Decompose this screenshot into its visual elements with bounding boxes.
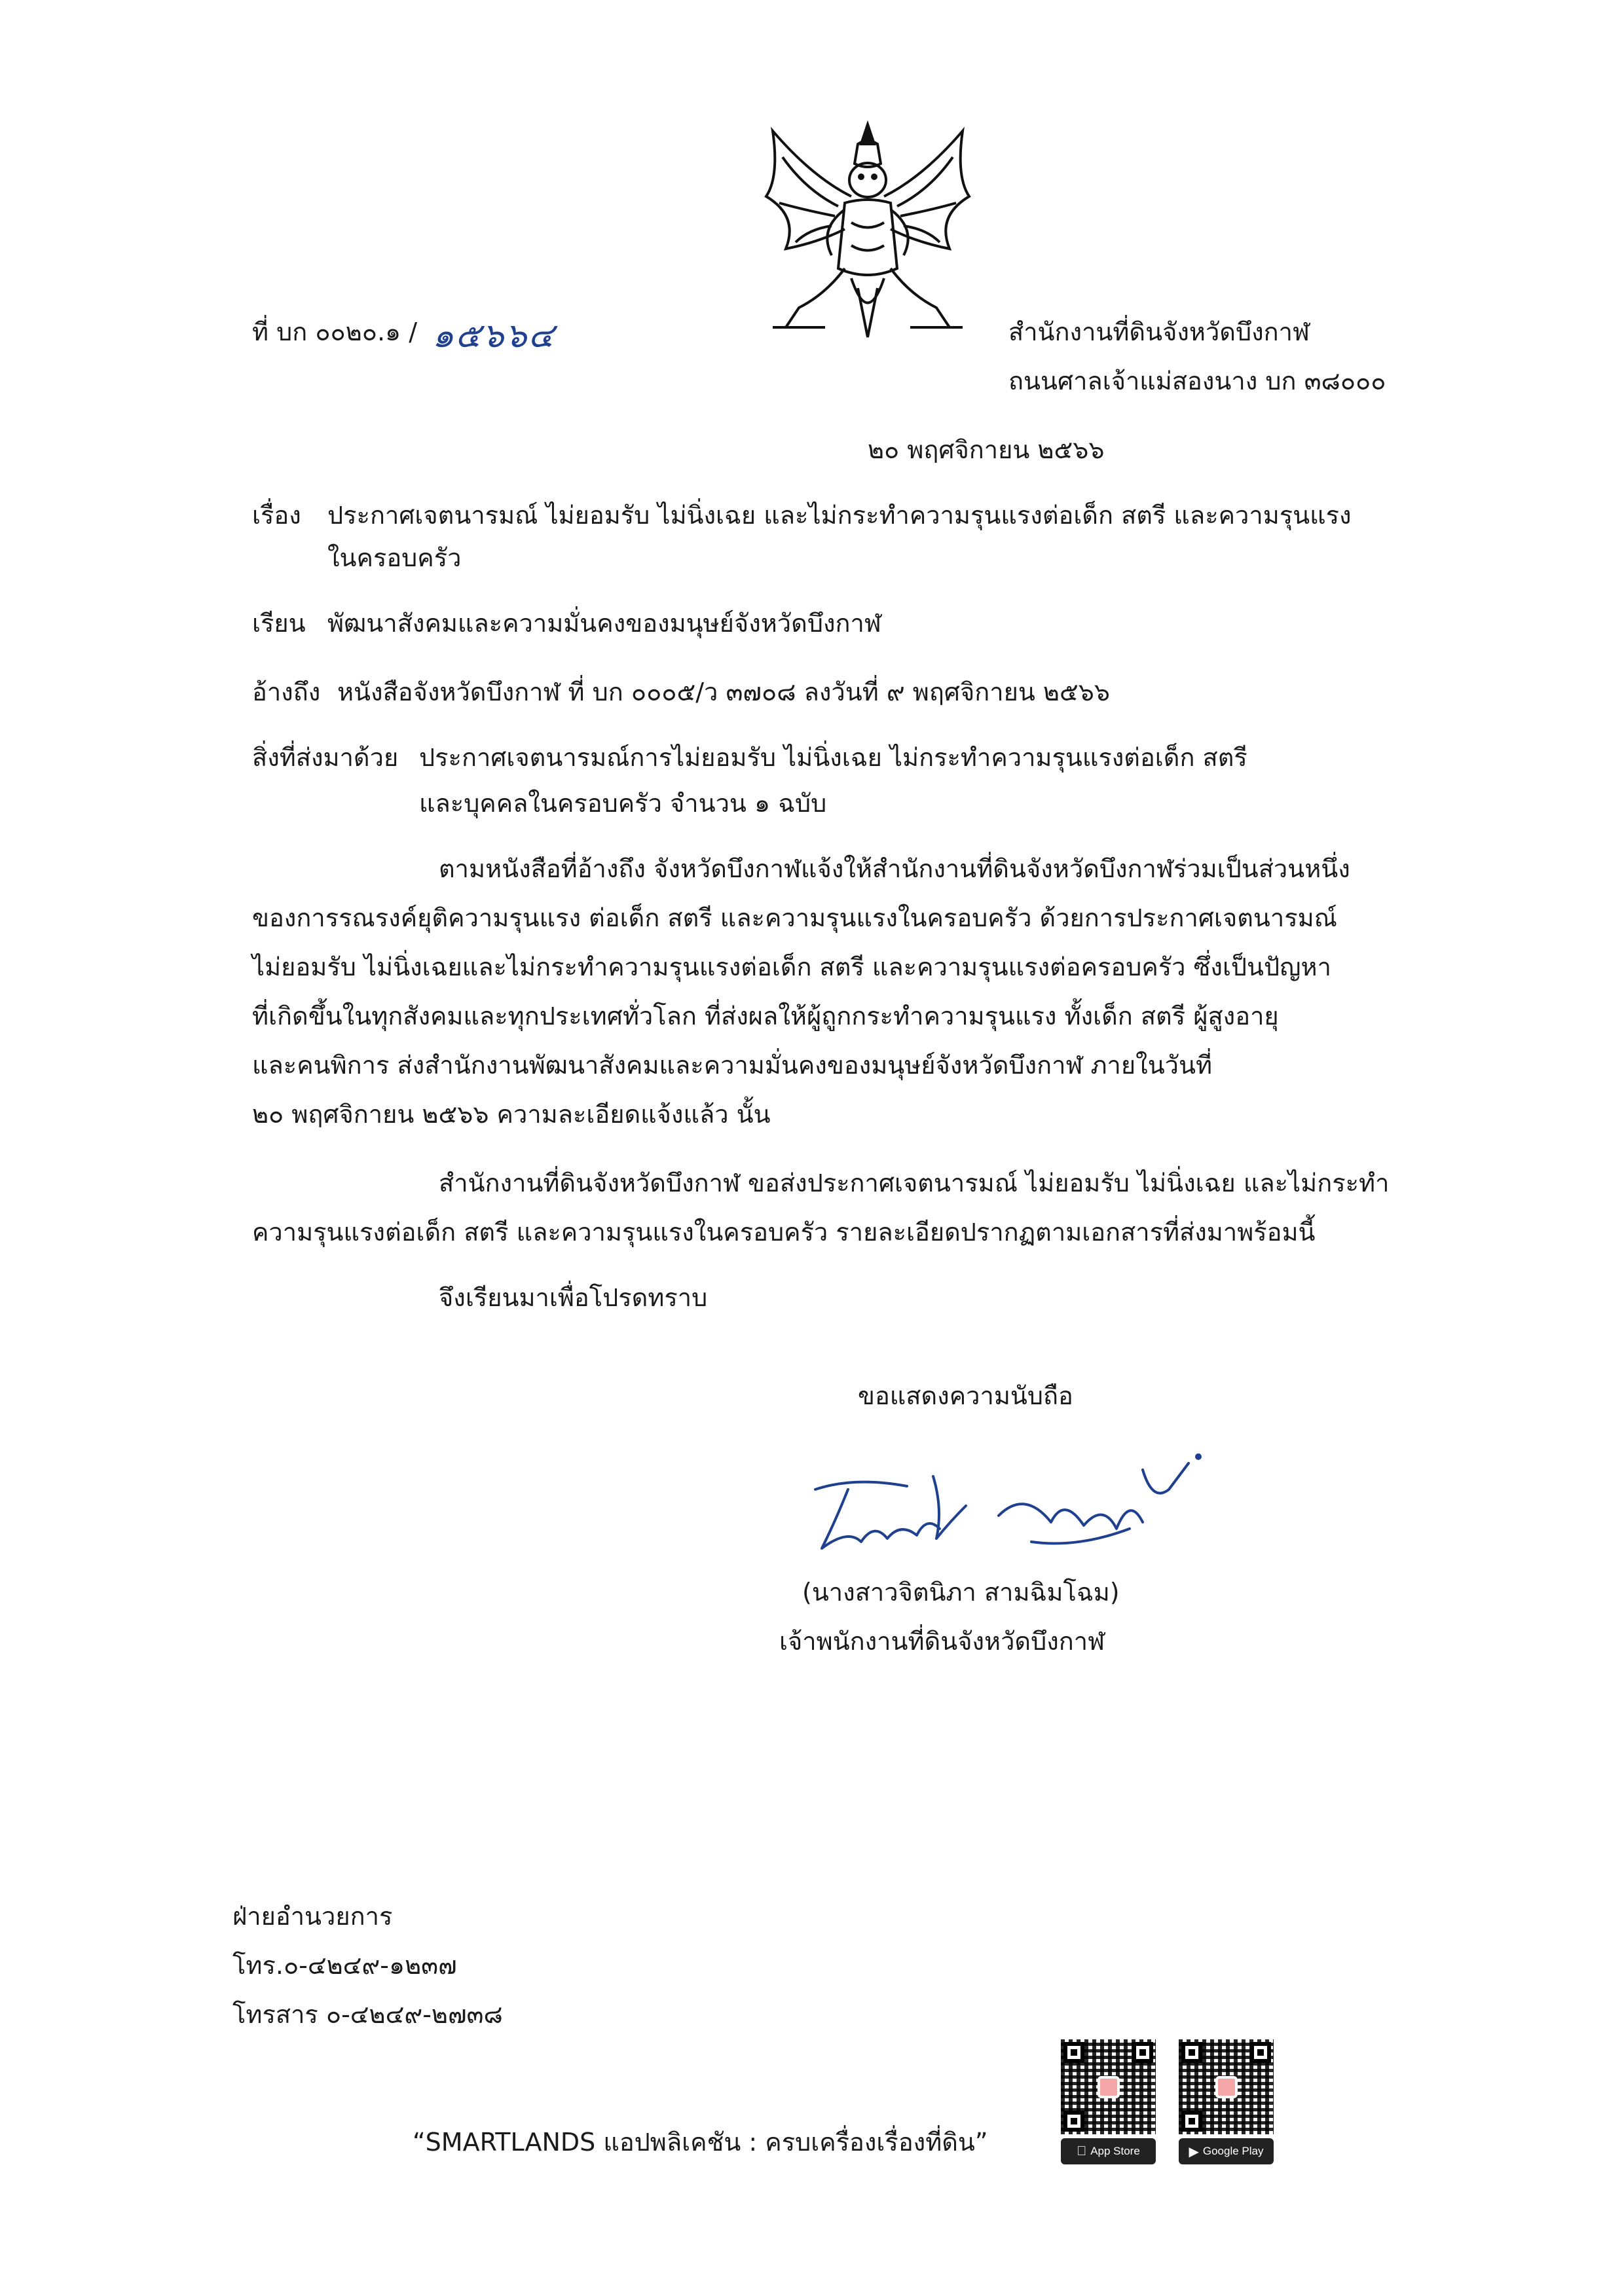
document-date: ๒๐ พฤศจิกายน ๒๕๖๖ — [868, 435, 1105, 464]
paragraph-1-line-4: ที่เกิดขึ้นในทุกสังคมและทุกประเทศทั่วโลก ที่ส่งผลให้ผู้ถูกกระทำความรุนแรง ทั้งเด็ก สตรี ผู้สูงอายุ — [252, 1002, 1279, 1030]
subject-line-1: ประกาศเจตนารมณ์ ไม่ยอมรับ ไม่นิ่งเฉย และไม่กระทำความรุนแรงต่อเด็ก สตรี และความรุนแรง — [327, 501, 1352, 530]
qr-code-icon — [1061, 2039, 1156, 2134]
footer-slogan: “SMARTLANDS แอปพลิเคชัน : ครบเครื่องเรื่องที่ดิน” — [413, 2128, 988, 2157]
apple-icon — [1077, 2144, 1086, 2159]
recipient-label: เรียน — [252, 609, 306, 638]
footer-fax: โทรสาร ๐-๔๒๔๙-๒๗๓๘ — [232, 2000, 503, 2029]
paragraph-2-line-2: ความรุนแรงต่อเด็ก สตรี และความรุนแรงในครอบครัว รายละเอียดปรากฏตามเอกสารที่ส่งมาพร้อมนี้ — [252, 1218, 1316, 1247]
paragraph-1-line-6: ๒๐ พฤศจิกายน ๒๕๖๖ ความละเอียดแจ้งแล้ว นั้น — [252, 1100, 771, 1129]
handwritten-signature — [802, 1450, 1208, 1568]
app-store-qr[interactable] — [1061, 2039, 1156, 2164]
paragraph-1-line-3: ไม่ยอมรับ ไม่นิ่งเฉยและไม่กระทำความรุนแรงต่อเด็ก สตรี และความรุนแรงต่อครอบครัว ซึ่งเป็นปัญหา — [252, 953, 1331, 981]
signatory-position: เจ้าพนักงานที่ดินจังหวัดบึงกาฬ — [779, 1627, 1105, 1656]
subject-label: เรื่อง — [252, 501, 301, 530]
subject-line-2: ในครอบครัว — [327, 543, 462, 572]
enclosure-label: สิ่งที่ส่งมาด้วย — [252, 743, 399, 772]
paragraph-1-line-2: ของการรณรงค์ยุติความรุนแรง ต่อเด็ก สตรี และความรุนแรงในครอบครัว ด้วยการประกาศเจตนารมณ์ — [252, 903, 1337, 932]
paragraph-2-line-1: สำนักงานที่ดินจังหวัดบึงกาฬ ขอส่งประกาศเจตนารมณ์ ไม่ยอมรับ ไม่นิ่งเฉย และไม่กระทำ — [439, 1169, 1390, 1197]
footer-department: ฝ่ายอำนวยการ — [232, 1902, 393, 1931]
google-play-badge[interactable]: ▶ Google Play — [1179, 2138, 1274, 2164]
paragraph-1-line-1: ตามหนังสือที่อ้างถึง จังหวัดบึงกาฬแจ้งให้สำนักงานที่ดินจังหวัดบึงกาฬร่วมเป็นส่วนหนึ่ง — [439, 854, 1350, 883]
office-name: สำนักงานที่ดินจังหวัดบึงกาฬ — [1008, 318, 1310, 346]
closing-request: จึงเรียนมาเพื่อโปรดทราบ — [439, 1283, 708, 1312]
recipient-text: พัฒนาสังคมและความมั่นคงของมนุษย์จังหวัดบึงกาฬ — [327, 609, 881, 638]
qr-code-icon — [1179, 2039, 1274, 2134]
paragraph-1-line-5: และคนพิการ ส่งสำนักงานพัฒนาสังคมและความมั่นคงของมนุษย์จังหวัดบึงกาฬ ภายในวันที่ — [252, 1051, 1213, 1080]
document-number-prefix: ที่ บก ๐๐๒๐.๑ / — [252, 318, 418, 346]
office-address: ถนนศาลเจ้าแม่สองนาง บก ๓๘๐๐๐ — [1008, 367, 1386, 395]
footer-phone: โทร.๐-๔๒๔๙-๑๒๓๗ — [232, 1951, 457, 1980]
reference-text: หนังสือจังหวัดบึงกาฬ ที่ บก ๐๐๐๕/ว ๓๗๐๘ ลงวันที่ ๙ พฤศจิกายน ๒๕๖๖ — [337, 678, 1110, 706]
closing-salutation: ขอแสดงความนับถือ — [858, 1381, 1073, 1410]
app-store-badge[interactable]: App Store — [1061, 2138, 1156, 2164]
enclosure-line-1: ประกาศเจตนารมณ์การไม่ยอมรับ ไม่นิ่งเฉย ไม่กระทำความรุนแรงต่อเด็ก สตรี — [419, 743, 1247, 772]
signatory-name: (นางสาวจิตนิภา สามฉิมโฉม) — [802, 1578, 1120, 1607]
play-triangle-icon: ▶ — [1189, 2144, 1199, 2159]
document-number-handwritten: ๑๕๖๖๔ — [432, 316, 555, 355]
google-play-qr[interactable] — [1179, 2039, 1274, 2164]
garuda-emblem-icon — [747, 118, 989, 354]
reference-label: อ้างถึง — [252, 678, 321, 706]
enclosure-line-2: และบุคคลในครอบครัว จำนวน ๑ ฉบับ — [419, 789, 827, 818]
